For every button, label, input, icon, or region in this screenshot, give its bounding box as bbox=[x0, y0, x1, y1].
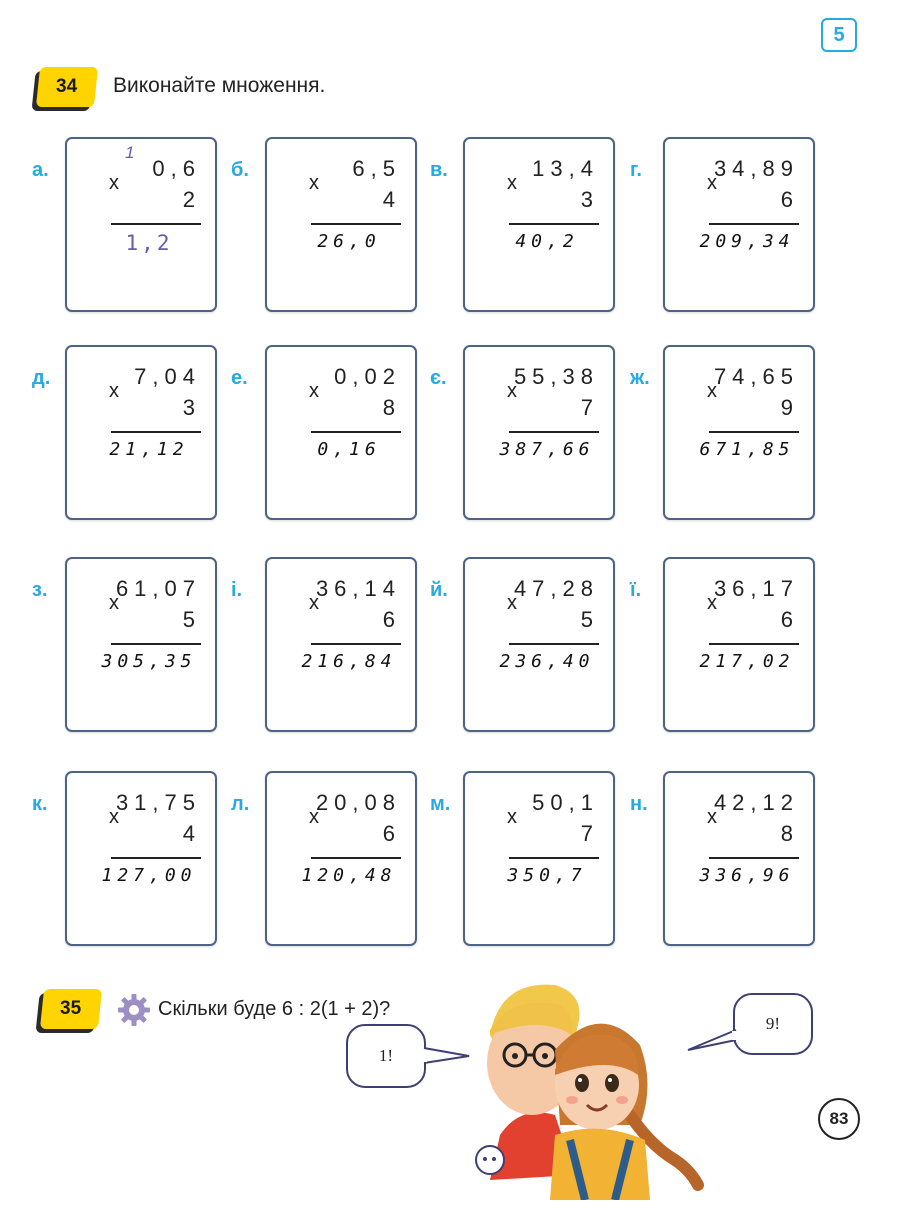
multiplicand: 61,07 bbox=[115, 576, 201, 601]
multiplication-card bbox=[65, 345, 217, 520]
exercise-label: м. bbox=[430, 793, 451, 815]
multiplier: 5 bbox=[580, 607, 593, 632]
handwritten-result: 127,00 bbox=[101, 865, 197, 886]
multiplier: 4 bbox=[382, 187, 395, 212]
task-35-number: 35 bbox=[60, 998, 82, 1019]
handwritten-result: 387,66 bbox=[499, 439, 595, 460]
handwritten-result: 40,2 bbox=[515, 231, 579, 252]
multiplication-card bbox=[463, 557, 615, 732]
multiplication-card bbox=[663, 771, 815, 946]
times-sign: x bbox=[309, 592, 319, 614]
handwritten-result: 26,0 bbox=[317, 231, 381, 252]
exercise-label: б. bbox=[231, 159, 249, 181]
times-sign: x bbox=[309, 806, 319, 828]
exercise-label: е. bbox=[231, 367, 248, 389]
exercise-label: н. bbox=[630, 793, 648, 815]
times-sign: x bbox=[109, 172, 119, 194]
handwritten-result: 350,7 bbox=[507, 865, 587, 886]
task-34-title: Виконайте множення. bbox=[113, 74, 326, 97]
multiplicand: 0,02 bbox=[334, 364, 401, 389]
result-line bbox=[509, 223, 599, 225]
exercise-label: і. bbox=[231, 579, 243, 601]
multiplicand: 0,6 bbox=[152, 156, 201, 181]
exercise-label: а. bbox=[32, 159, 49, 181]
multiplier: 7 bbox=[580, 395, 593, 420]
result-line bbox=[509, 431, 599, 433]
handwritten-result: 305,35 bbox=[101, 651, 197, 672]
multiplication-card bbox=[463, 771, 615, 946]
multiplication-card bbox=[463, 345, 615, 520]
handwritten-result: 1,2 bbox=[125, 231, 173, 255]
multiplier: 3 bbox=[182, 395, 195, 420]
multiplier: 8 bbox=[780, 821, 793, 846]
multiplication-card bbox=[463, 137, 615, 312]
multiplicand: 47,28 bbox=[513, 576, 599, 601]
handwritten-result: 216,84 bbox=[301, 651, 397, 672]
times-sign: x bbox=[507, 592, 517, 614]
result-line bbox=[709, 431, 799, 433]
result-line bbox=[111, 857, 201, 859]
multiplier: 6 bbox=[780, 607, 793, 632]
multiplicand: 7,04 bbox=[134, 364, 201, 389]
multiplication-card bbox=[663, 345, 815, 520]
multiplicand: 20,08 bbox=[315, 790, 401, 815]
multiplicand: 50,1 bbox=[532, 790, 599, 815]
multiplicand: 42,12 bbox=[713, 790, 799, 815]
multiplication-card bbox=[663, 137, 815, 312]
task-35-badge bbox=[40, 989, 102, 1029]
handwritten-result: 120,48 bbox=[301, 865, 397, 886]
result-line bbox=[311, 431, 401, 433]
handwritten-result: 21,12 bbox=[109, 439, 189, 460]
bubble-left-text: 1! bbox=[378, 1046, 394, 1065]
multiplicand: 13,4 bbox=[532, 156, 599, 181]
multiplier: 6 bbox=[780, 187, 793, 212]
handwritten-result: 336,96 bbox=[699, 865, 795, 886]
exercise-label: л. bbox=[231, 793, 250, 815]
result-line bbox=[709, 643, 799, 645]
multiplication-card bbox=[265, 345, 417, 520]
handwritten-result: 671,85 bbox=[699, 439, 795, 460]
multiplication-card bbox=[265, 557, 417, 732]
multiplier: 3 bbox=[580, 187, 593, 212]
result-line bbox=[311, 857, 401, 859]
gear-icon bbox=[116, 992, 152, 1028]
multiplier: 8 bbox=[382, 395, 395, 420]
result-line bbox=[709, 223, 799, 225]
bubble-right-text: 9! bbox=[765, 1014, 781, 1033]
exercise-label: й. bbox=[430, 579, 448, 601]
exercise-label: к. bbox=[32, 793, 48, 815]
result-line bbox=[509, 643, 599, 645]
result-line bbox=[709, 857, 799, 859]
times-sign: x bbox=[109, 806, 119, 828]
multiplicand: 36,17 bbox=[713, 576, 799, 601]
multiplier: 6 bbox=[382, 821, 395, 846]
times-sign: x bbox=[707, 380, 717, 402]
result-line bbox=[111, 643, 201, 645]
multiplication-card bbox=[65, 137, 217, 312]
exercise-label: д. bbox=[32, 367, 51, 389]
result-line bbox=[311, 223, 401, 225]
multiplication-card bbox=[65, 771, 217, 946]
children-illustration bbox=[460, 975, 710, 1200]
multiplier: 2 bbox=[182, 187, 195, 212]
handwritten-result: 217,02 bbox=[699, 651, 795, 672]
multiplicand: 34,89 bbox=[713, 156, 799, 181]
multiplier: 7 bbox=[580, 821, 593, 846]
task-34-number: 34 bbox=[56, 76, 78, 97]
task-35-question: Скільки буде 6 : 2(1 + 2)? bbox=[158, 998, 391, 1020]
times-sign: x bbox=[507, 172, 517, 194]
multiplier: 9 bbox=[780, 395, 793, 420]
carry-digit: 1 bbox=[125, 143, 135, 162]
exercise-label: ж. bbox=[630, 367, 650, 389]
handwritten-result: 0,16 bbox=[317, 439, 381, 460]
multiplier: 6 bbox=[382, 607, 395, 632]
result-line bbox=[111, 223, 201, 225]
multiplicand: 6,5 bbox=[352, 156, 401, 181]
page-number: 83 bbox=[818, 1098, 860, 1140]
multiplicand: 55,38 bbox=[513, 364, 599, 389]
multiplication-card bbox=[663, 557, 815, 732]
times-sign: x bbox=[707, 592, 717, 614]
exercise-label: ї. bbox=[630, 579, 642, 601]
result-line bbox=[311, 643, 401, 645]
times-sign: x bbox=[507, 806, 517, 828]
multiplicand: 74,65 bbox=[713, 364, 799, 389]
times-sign: x bbox=[507, 380, 517, 402]
handwritten-result: 236,40 bbox=[499, 651, 595, 672]
exercise-label: г. bbox=[630, 159, 642, 181]
grade-badge: 5 bbox=[821, 18, 857, 52]
multiplicand: 31,75 bbox=[115, 790, 201, 815]
multiplicand: 36,14 bbox=[315, 576, 401, 601]
multiplication-card bbox=[265, 137, 417, 312]
handwritten-result: 209,34 bbox=[699, 231, 795, 252]
task-34-badge bbox=[36, 67, 98, 107]
times-sign: x bbox=[707, 806, 717, 828]
result-line bbox=[509, 857, 599, 859]
multiplication-card bbox=[265, 771, 417, 946]
exercise-label: з. bbox=[32, 579, 48, 601]
times-sign: x bbox=[109, 380, 119, 402]
multiplier: 5 bbox=[182, 607, 195, 632]
times-sign: x bbox=[109, 592, 119, 614]
multiplication-card bbox=[65, 557, 217, 732]
times-sign: x bbox=[309, 380, 319, 402]
exercise-label: в. bbox=[430, 159, 448, 181]
times-sign: x bbox=[309, 172, 319, 194]
multiplier: 4 bbox=[182, 821, 195, 846]
exercise-label: є. bbox=[430, 367, 447, 389]
times-sign: x bbox=[707, 172, 717, 194]
result-line bbox=[111, 431, 201, 433]
